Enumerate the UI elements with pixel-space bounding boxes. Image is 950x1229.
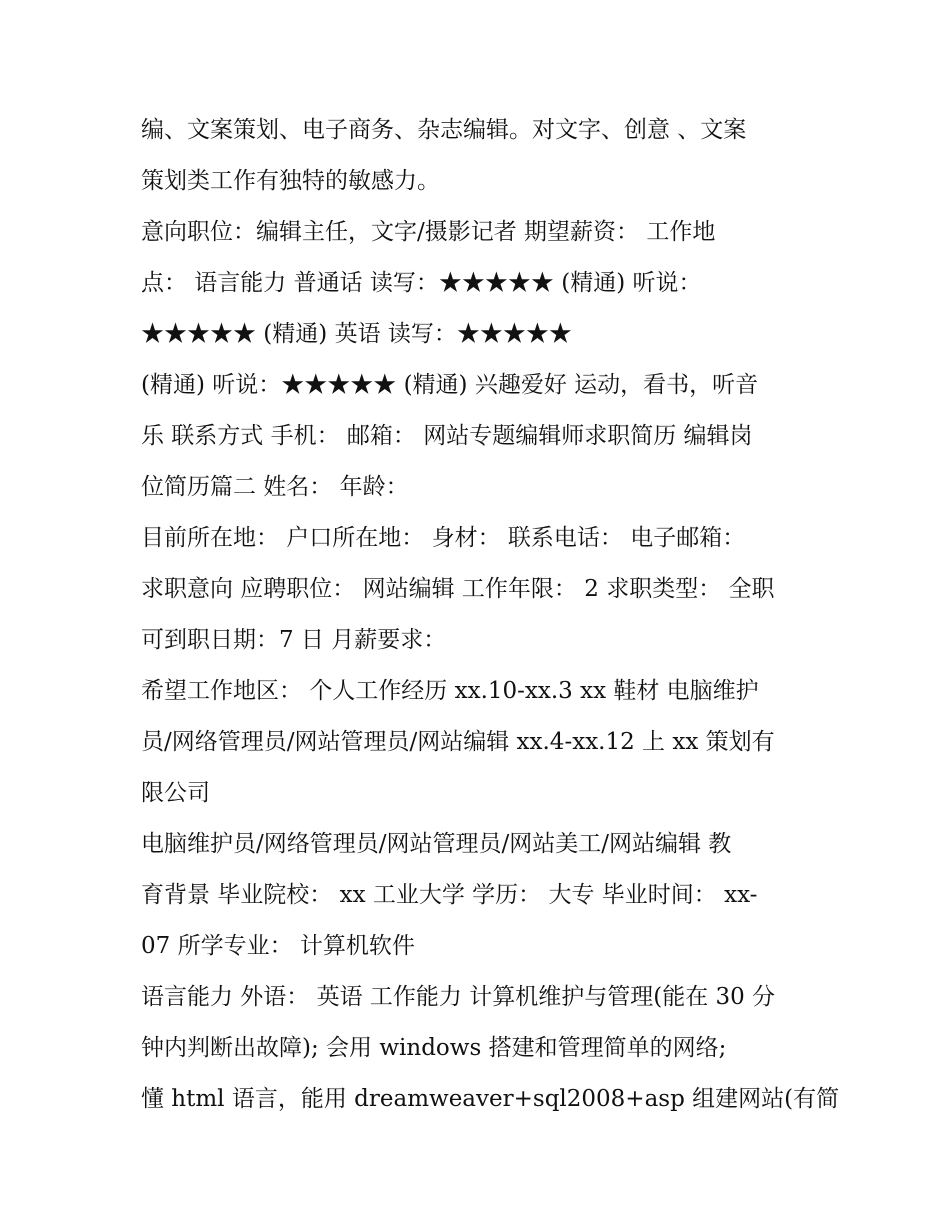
text-line: (精通) 听说：★★★★★ (精通) 兴趣爱好 运动，看书，听音 [141,372,759,398]
text-line: 员/网络管理员/网站管理员/网站编辑 xx.4-xx.12 上 xx 策划有 [141,729,775,755]
text-line: 限公司 [141,780,210,806]
text-line: 意向职位：编辑主任，文字/摄影记者 期望薪资： 工作地 [141,219,716,245]
text-line: 钟内判断出故障); 会用 windows 搭建和管理简单的网络; [141,1035,727,1061]
text-line: 乐 联系方式 手机： 邮箱： 网站专题编辑师求职简历 编辑岗 [141,423,753,449]
body-text [141,108,840,1128]
text-line: 希望工作地区： 个人工作经历 xx.10-xx.3 xx 鞋材 电脑维护 [141,678,759,704]
text-line: 可到职日期：7 日 月薪要求： [141,627,447,653]
text-line: 语言能力 外语： 英语 工作能力 计算机维护与管理(能在 30 分 [141,984,776,1010]
text-line: 求职意向 应聘职位： 网站编辑 工作年限： 2 求职类型： 全职 [141,576,775,602]
text-line: 育背景 毕业院校： xx 工业大学 学历： 大专 毕业时间： xx- [141,882,758,908]
text-line: 懂 html 语言，能用 dreamweaver+sql2008+asp 组建网站(有简 [141,1086,840,1112]
text-line: 点： 语言能力 普通话 读写：★★★★★ (精通) 听说： [141,270,702,296]
text-line: 电脑维护员/网络管理员/网站管理员/网站美工/网站编辑 教 [141,831,732,857]
text-line: 策划类工作有独特的敏感力。 [141,168,440,194]
text-line: 位简历篇二 姓名： 年龄： [141,474,409,500]
text-line: 07 所学专业： 计算机软件 [141,933,415,959]
text-line: 编、文案策划、电子商务、杂志编辑。对文字、创意 、文案 [141,117,747,143]
text-line: 目前所在地： 户口所在地： 身材： 联系电话： 电子邮箱： [141,525,746,551]
text-line: ★★★★★ (精通) 英语 读写：★★★★★ [141,321,572,347]
